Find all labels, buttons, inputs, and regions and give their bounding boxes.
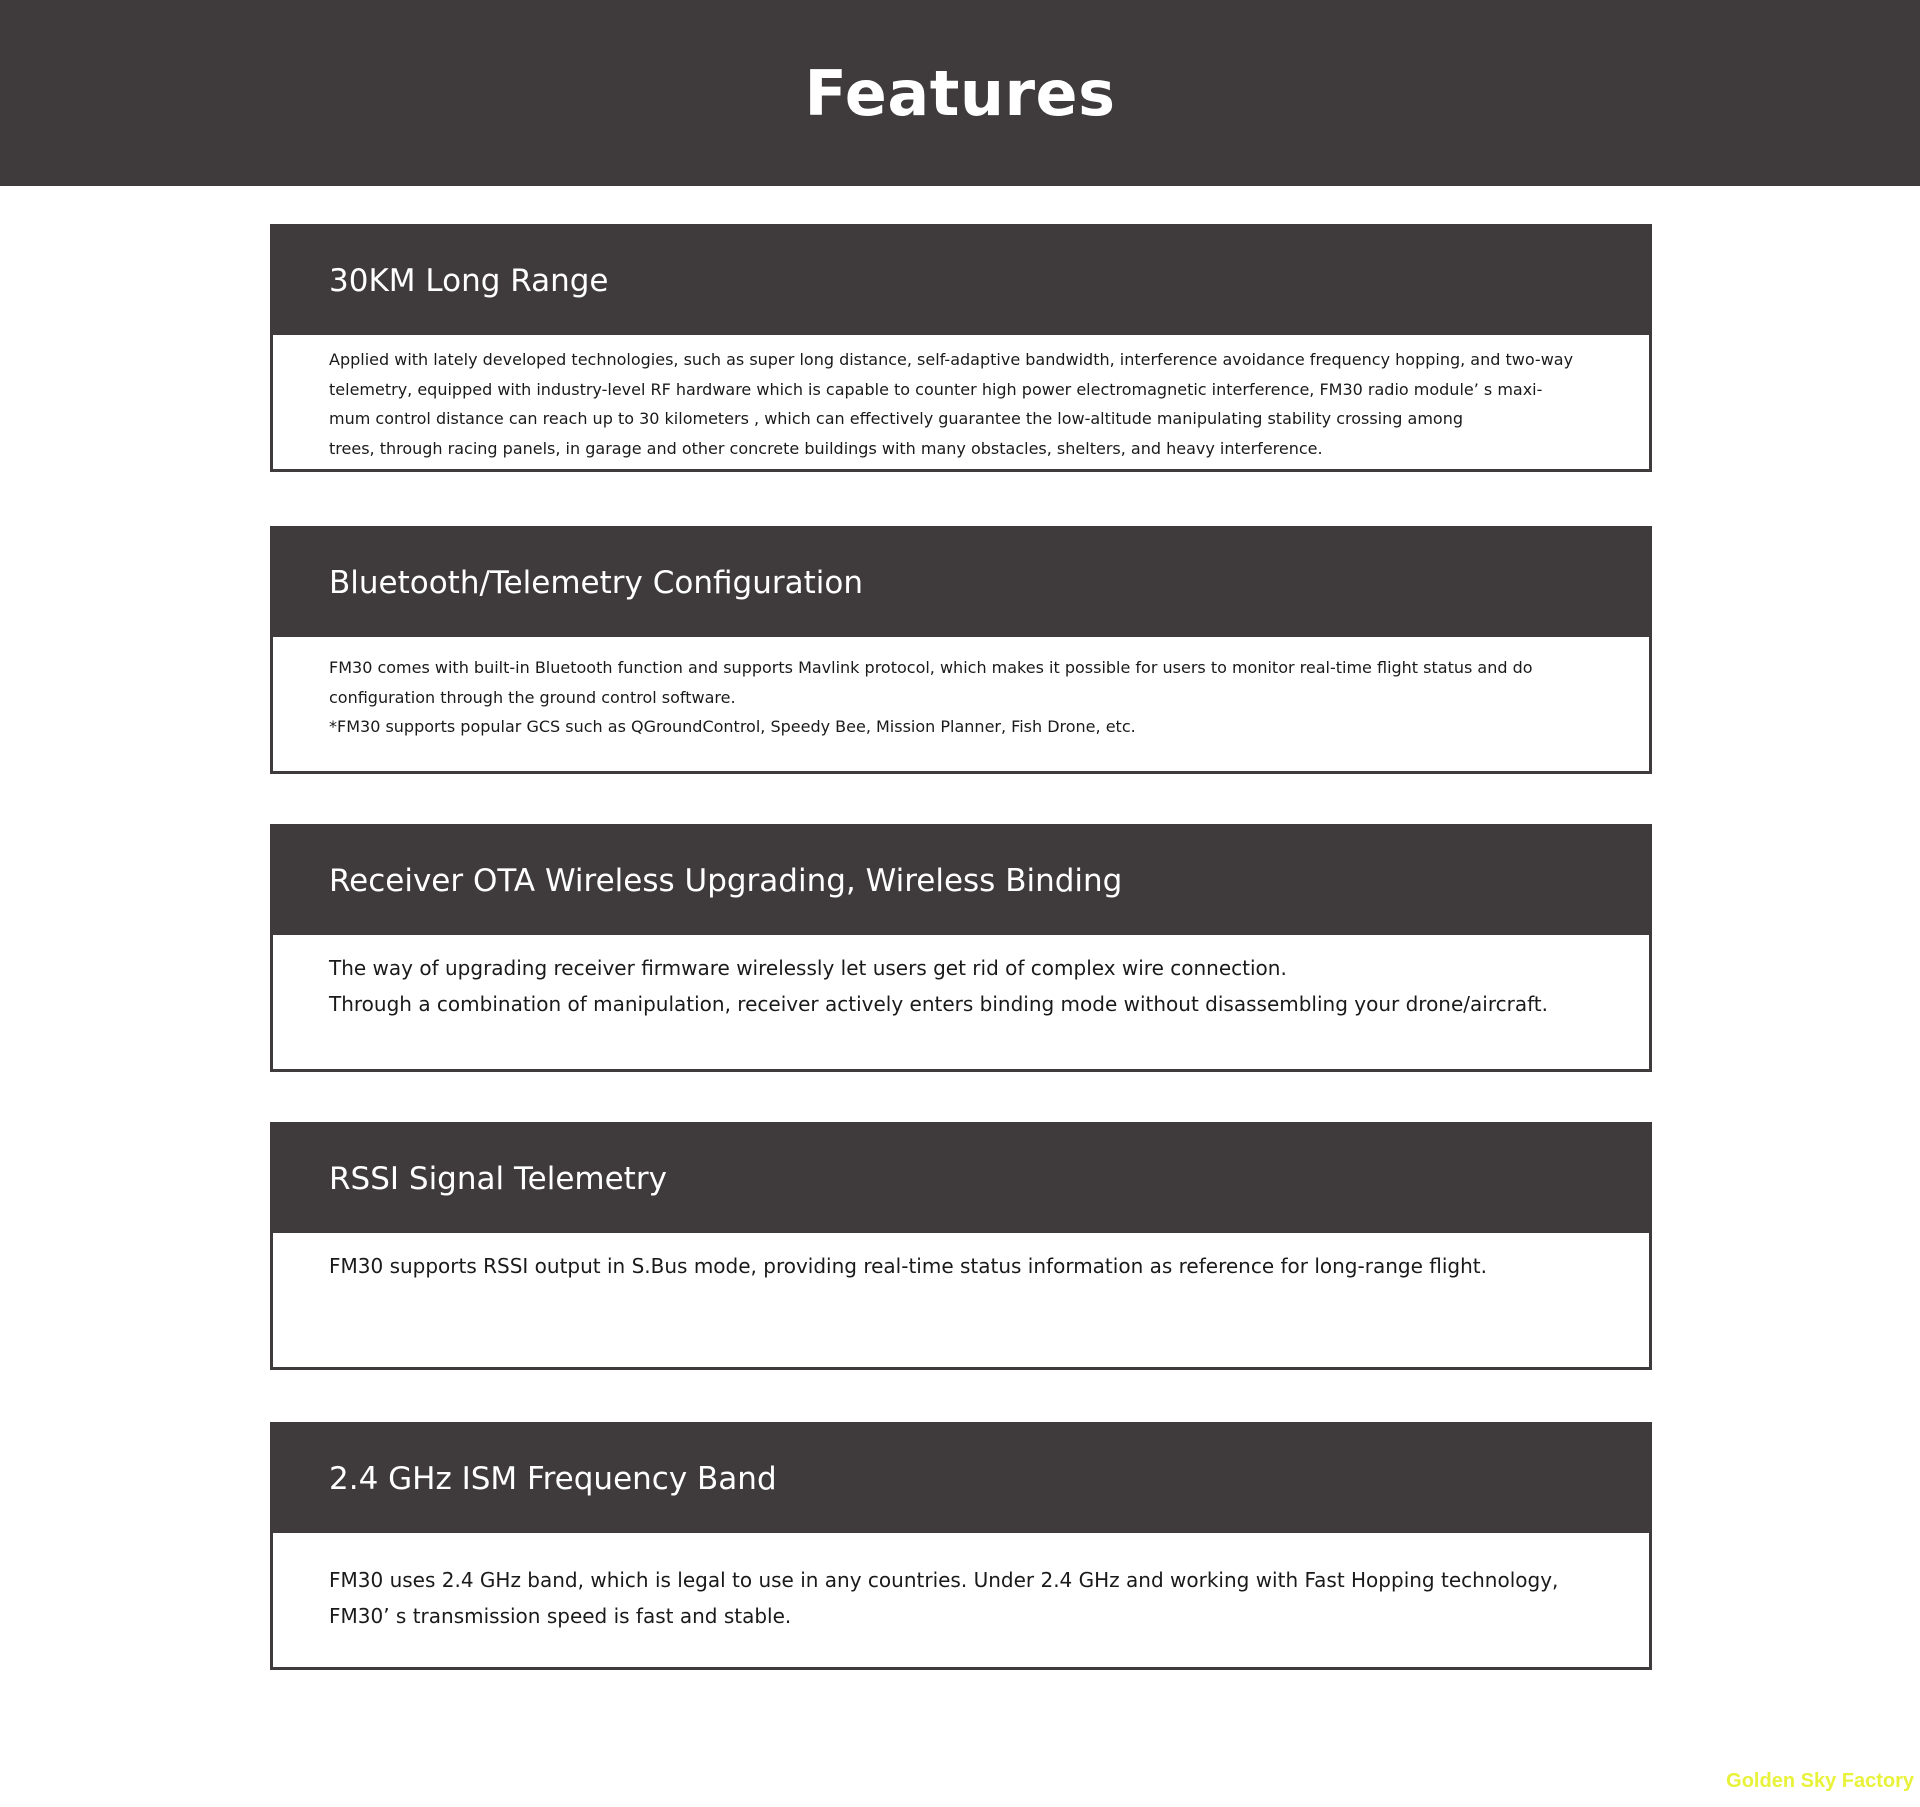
feature-ism-band <box>270 1422 1652 1670</box>
description-line: Through a combination of manipulation, receiver actively enters binding mode without disassembling your drone/aircraft. <box>329 991 1548 1016</box>
description-line: Applied with lately developed technologies, such as super long distance, self-adaptive bandwidth, interference avoidance frequency hopping, and two-way <box>329 350 1574 369</box>
feature-title: RSSI Signal Telemetry <box>329 1161 667 1197</box>
feature-header <box>273 1125 1649 1233</box>
feature-description <box>273 335 1649 463</box>
feature-header <box>273 227 1649 335</box>
feature-title: Bluetooth/Telemetry Configuration <box>329 565 863 601</box>
description-line: FM30 comes with built-in Bluetooth function and supports Mavlink protocol, which makes it possible for users to monitor real-time flight status and do <box>329 658 1533 677</box>
feature-rssi-telemetry <box>270 1122 1652 1370</box>
description-line: configuration through the ground control software. <box>329 687 736 707</box>
feature-title: 30KM Long Range <box>329 263 609 299</box>
feature-description <box>273 637 1649 742</box>
feature-description <box>273 1233 1649 1285</box>
feature-title: 2.4 GHz ISM Frequency Band <box>329 1461 777 1497</box>
feature-title: Receiver OTA Wireless Upgrading, Wireless Binding <box>329 863 1123 899</box>
description-line: The way of upgrading receiver firmware wirelessly let users get rid of complex wire connection. <box>329 956 1287 980</box>
description-line: FM30 supports RSSI output in S.Bus mode, providing real-time status information as reference for long-range flight. <box>329 1254 1487 1278</box>
feature-bluetooth-telemetry <box>270 526 1652 774</box>
description-line: FM30’ s transmission speed is fast and stable. <box>329 1603 792 1628</box>
feature-description <box>273 1533 1649 1634</box>
feature-description <box>273 935 1649 1022</box>
description-line: mum control distance can reach up to 30 kilometers , which can effectively guarantee the low-altitude manipulating stability crossing among <box>329 409 1463 429</box>
description-line: *FM30 supports popular GCS such as QGroundControl, Speedy Bee, Mission Planner, Fish Drone, etc. <box>329 717 1136 737</box>
feature-header <box>273 827 1649 935</box>
page-header <box>0 0 1920 186</box>
feature-ota-upgrading <box>270 824 1652 1072</box>
feature-header <box>273 1425 1649 1533</box>
watermark: Golden Sky Factory <box>1726 1770 1914 1792</box>
description-line: telemetry, equipped with industry-level RF hardware which is capable to counter high power electromagnetic interference, FM30 radio module’ s maxi- <box>329 379 1543 399</box>
page-title: Features <box>804 56 1116 130</box>
feature-long-range <box>270 224 1652 472</box>
description-line: trees, through racing panels, in garage and other concrete buildings with many obstacles, shelters, and heavy interference. <box>329 438 1323 458</box>
feature-header <box>273 529 1649 637</box>
description-line: FM30 uses 2.4 GHz band, which is legal to use in any countries. Under 2.4 GHz and working with Fast Hopping technology, <box>329 1568 1559 1592</box>
